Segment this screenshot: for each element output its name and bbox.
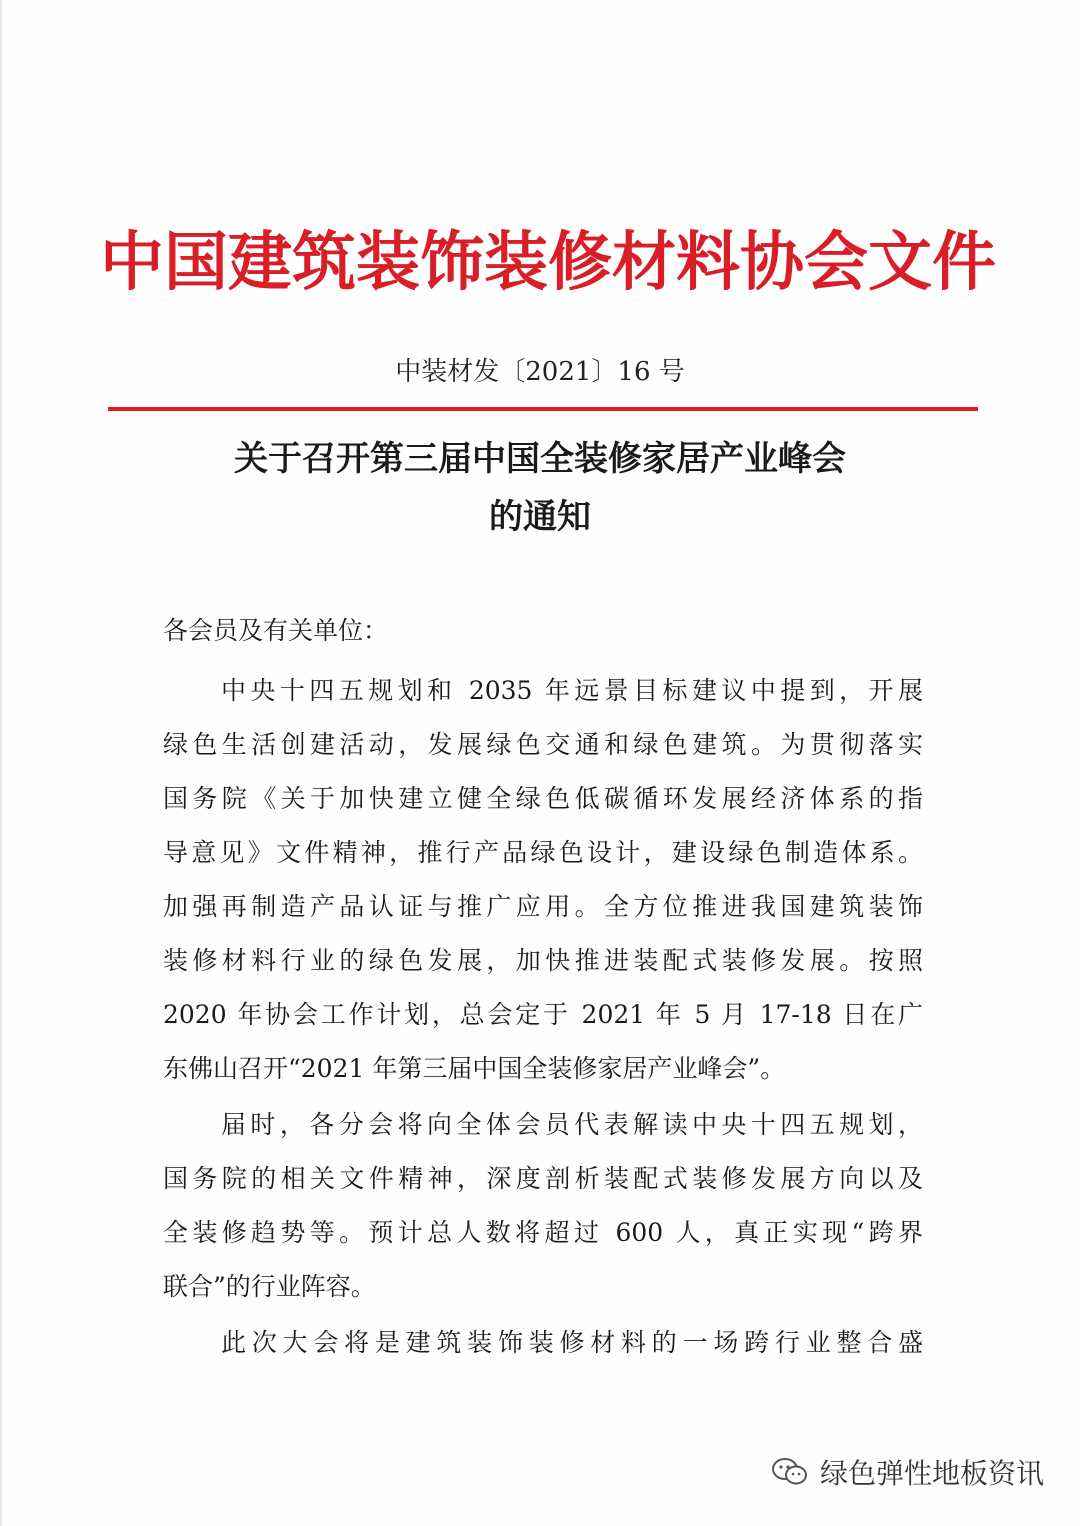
wechat-watermark	[770, 1452, 1044, 1492]
wechat-icon	[770, 1456, 810, 1488]
paragraph-line: 导意见》文件精神，推行产品绿色设计，建设绿色制造体系。	[163, 838, 923, 867]
paragraph-line: 全装修趋势等。预计总人数将超过 600 人，真正实现“跨界	[163, 1218, 923, 1247]
paragraph-3	[163, 1316, 923, 1370]
header-divider	[108, 407, 978, 411]
paragraph-line: 加强再制造产品认证与推广应用。全方位推进我国建筑装饰	[163, 892, 923, 921]
paragraph-line: 届时，各分会将向全体会员代表解读中央十四五规划，	[221, 1110, 923, 1139]
paragraph-line: 中央十四五规划和 2035 年远景目标建议中提到，开展	[221, 676, 923, 705]
paragraph-line: 绿色生活创建活动，发展绿色交通和绿色建筑。为贯彻落实	[163, 730, 923, 759]
paragraph-2	[163, 1098, 923, 1314]
notice-title	[0, 430, 1080, 546]
paragraph-line: 此次大会将是建筑装饰装修材料的一场跨行业整合盛	[221, 1328, 923, 1357]
page-edge	[0, 0, 2, 1526]
salutation: 各会员及有关单位：	[163, 616, 389, 645]
paragraph-line: 2020 年协会工作计划，总会定于 2021 年 5 月 17-18 日在广	[163, 1000, 923, 1029]
paragraph-line: 东佛山召开“2021 年第三届中国全装修家居产业峰会”。	[163, 1054, 786, 1083]
paragraph-line: 装修材料行业的绿色发展，加快推进装配式装修发展。按照	[163, 946, 923, 975]
org-header-title: 中国建筑装饰装修材料协会文件	[100, 225, 996, 300]
paragraph-line: 国务院《关于加快建立健全绿色低碳循环发展经济体系的指	[163, 784, 923, 813]
paragraph-1	[163, 664, 923, 1096]
paragraph-line: 联合”的行业阵容。	[163, 1272, 376, 1301]
notice-body	[163, 604, 923, 1372]
notice-title-line-2: 的通知	[489, 497, 591, 537]
document-number: 中装材发〔2021〕16 号	[395, 357, 685, 387]
notice-title-line-1: 关于召开第三届中国全装修家居产业峰会	[234, 439, 846, 479]
paragraph-line: 国务院的相关文件精神，深度剖析装配式装修发展方向以及	[163, 1164, 923, 1193]
watermark-text: 绿色弹性地板资讯	[819, 1457, 1044, 1490]
